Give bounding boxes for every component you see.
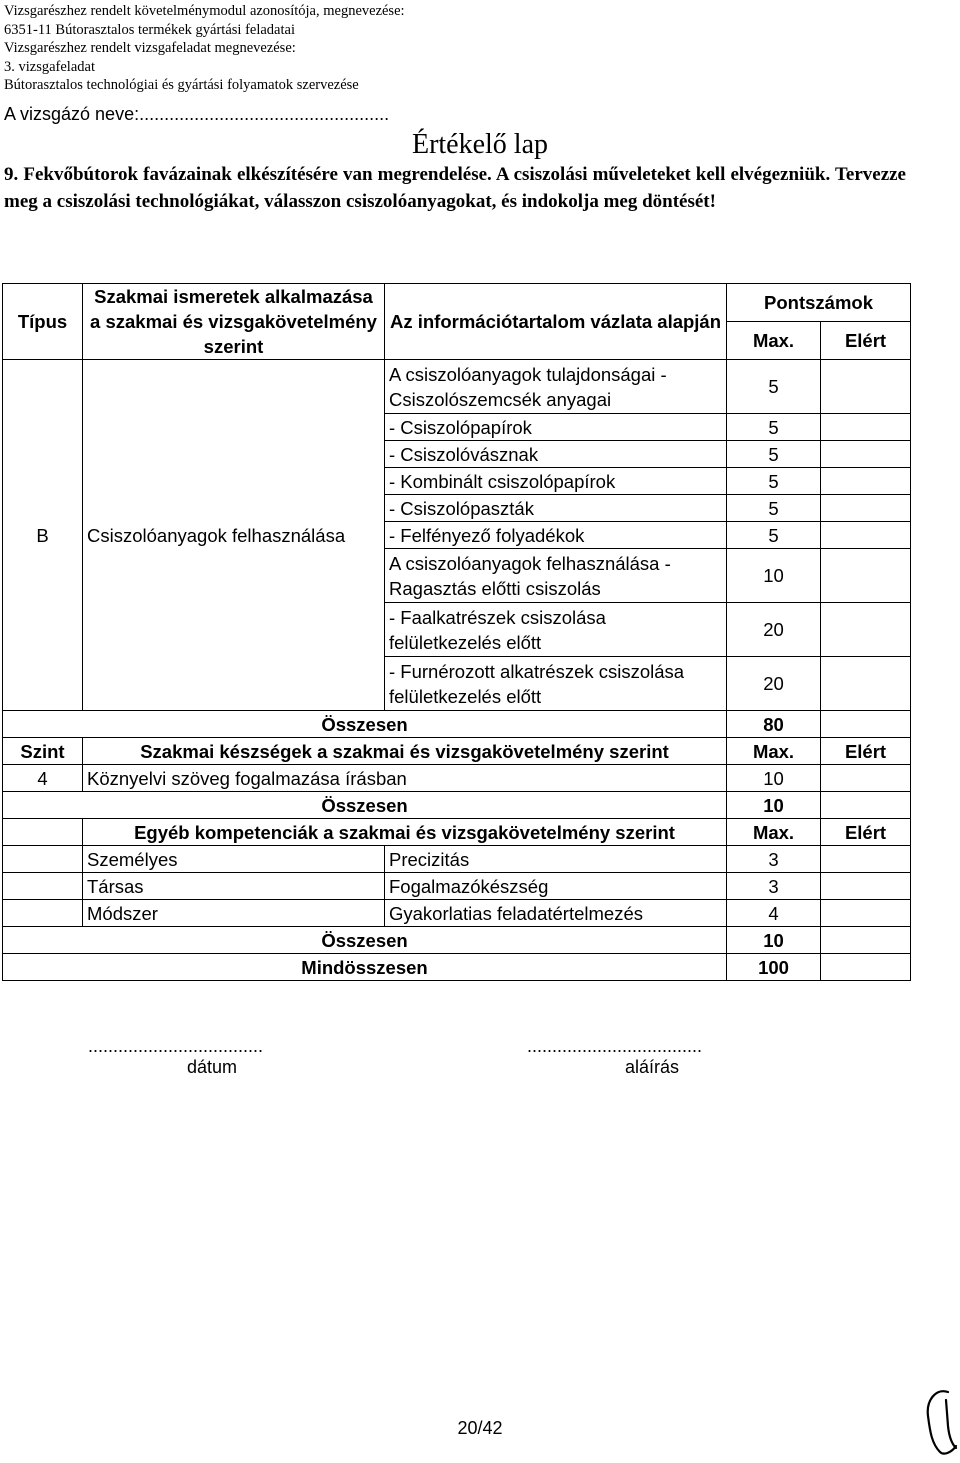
competency-name: Fogalmazókészség xyxy=(385,873,727,900)
item-achieved[interactable] xyxy=(821,522,911,549)
competency-max: 3 xyxy=(727,873,821,900)
col-points-header: Pontszámok xyxy=(727,284,911,322)
competency-category: Társas xyxy=(83,873,385,900)
item-achieved[interactable] xyxy=(821,495,911,522)
outline-item: - Csiszolópaszták xyxy=(385,495,727,522)
skills-max-header: Max. xyxy=(727,738,821,765)
competencies-header: Egyéb kompetenciák a szakmai és vizsgakövetelmény szerint xyxy=(83,819,727,846)
item-achieved[interactable] xyxy=(821,360,911,414)
header-line: Vizsgarészhez rendelt vizsgafeladat megnevezése: xyxy=(4,40,296,57)
document-header xyxy=(4,2,405,95)
empty-cell xyxy=(3,873,83,900)
competency-name: Gyakorlatias feladatértelmezés xyxy=(385,900,727,927)
subtotal-achieved[interactable] xyxy=(821,927,911,954)
competency-achieved[interactable] xyxy=(821,900,911,927)
outline-item: - Csiszolóvásznak xyxy=(385,441,727,468)
grand-total-value: 100 xyxy=(727,954,821,981)
skill-text: Köznyelvi szöveg fogalmazása írásban xyxy=(83,765,727,792)
outline-item: - Furnérozott alkatrészek csiszolása felületkezelés előtt xyxy=(385,657,727,711)
outline-item: A csiszolóanyagok felhasználása - Ragasztás előtti csiszolás xyxy=(385,549,727,603)
subtotal-label: Összesen xyxy=(3,927,727,954)
empty-cell xyxy=(3,819,83,846)
grand-total-achieved[interactable] xyxy=(821,954,911,981)
item-achieved[interactable] xyxy=(821,468,911,495)
outline-item: - Kombinált csiszolópapírok xyxy=(385,468,727,495)
empty-cell xyxy=(3,846,83,873)
skills-level-header: Szint xyxy=(3,738,83,765)
header-line: Bútorasztalos technológiai és gyártási folyamatok szervezése xyxy=(4,77,359,94)
skill-achieved[interactable] xyxy=(821,765,911,792)
competency-category: Személyes xyxy=(83,846,385,873)
task-description: 9. Fekvőbútorok favázainak elkészítésére van megrendelése. A csiszolási műveleteket kell elvégezniük. Tervezze meg a csiszolási technológiákat, válasszon csiszolóanyagokat, és indokolja meg döntését! xyxy=(4,164,906,212)
competency-max: 3 xyxy=(727,846,821,873)
outline-item: - Faalkatrészek csiszolása felületkezelés előtt xyxy=(385,603,727,657)
item-max: 5 xyxy=(727,522,821,549)
outline-item: A csiszolóanyagok tulajdonságai - Csiszolószemcsék anyagai xyxy=(385,360,727,414)
competencies-achieved-header: Elért xyxy=(821,819,911,846)
subtotal-achieved[interactable] xyxy=(821,792,911,819)
col-outline-header: Az információtartalom vázlata alapján xyxy=(385,284,727,360)
competency-name: Precizitás xyxy=(385,846,727,873)
item-achieved[interactable] xyxy=(821,441,911,468)
subtotal-label: Összesen xyxy=(3,711,727,738)
item-max: 10 xyxy=(727,549,821,603)
outline-item: - Csiszolópapírok xyxy=(385,414,727,441)
header-line: Vizsgarészhez rendelt követelménymodul azonosítója, megnevezése: xyxy=(4,3,405,19)
date-label: dátum xyxy=(187,1057,238,1077)
knowledge-value: Csiszolóanyagok felhasználása xyxy=(83,360,385,711)
col-max-header: Max. xyxy=(727,322,821,360)
item-max: 20 xyxy=(727,603,821,657)
empty-cell xyxy=(3,900,83,927)
item-max: 5 xyxy=(727,468,821,495)
page-number: 20/42 xyxy=(457,1418,503,1438)
subtotal-value: 10 xyxy=(727,927,821,954)
skills-header: Szakmai készségek a szakmai és vizsgakövetelmény szerint xyxy=(83,738,727,765)
signature-line: ................................... xyxy=(527,1036,703,1056)
grand-total-label: Mindösszesen xyxy=(3,954,727,981)
header-line: 3. vizsgafeladat xyxy=(4,58,95,75)
candidate-name-line: A vizsgázó neve:.................................................. xyxy=(4,104,390,124)
item-achieved[interactable] xyxy=(821,603,911,657)
item-max: 5 xyxy=(727,495,821,522)
col-achieved-header: Elért xyxy=(821,322,911,360)
header-line: 6351-11 Bútorasztalos termékek gyártási feladatai xyxy=(4,21,295,38)
item-max: 5 xyxy=(727,441,821,468)
signature-label: aláírás xyxy=(625,1057,680,1077)
subtotal-label: Összesen xyxy=(3,792,727,819)
competency-achieved[interactable] xyxy=(821,873,911,900)
col-type-header: Típus xyxy=(3,284,83,360)
competency-max: 4 xyxy=(727,900,821,927)
item-max: 5 xyxy=(727,414,821,441)
evaluation-table xyxy=(2,283,911,981)
skill-max: 10 xyxy=(727,765,821,792)
handwritten-signature xyxy=(918,1386,958,1456)
type-value: B xyxy=(3,360,83,711)
date-line: ................................... xyxy=(88,1036,264,1056)
item-achieved[interactable] xyxy=(821,657,911,711)
skill-level: 4 xyxy=(3,765,83,792)
page-title: Értékelő lap xyxy=(411,129,549,160)
item-achieved[interactable] xyxy=(821,414,911,441)
competencies-max-header: Max. xyxy=(727,819,821,846)
competency-achieved[interactable] xyxy=(821,846,911,873)
item-max: 20 xyxy=(727,657,821,711)
item-achieved[interactable] xyxy=(821,549,911,603)
outline-item: - Felfényező folyadékok xyxy=(385,522,727,549)
subtotal-achieved[interactable] xyxy=(821,711,911,738)
skills-achieved-header: Elért xyxy=(821,738,911,765)
subtotal-value: 80 xyxy=(727,711,821,738)
item-max: 5 xyxy=(727,360,821,414)
competency-category: Módszer xyxy=(83,900,385,927)
subtotal-value: 10 xyxy=(727,792,821,819)
col-knowledge-header: Szakmai ismeretek alkalmazása a szakmai és vizsgakövetelmény szerint xyxy=(83,284,385,360)
